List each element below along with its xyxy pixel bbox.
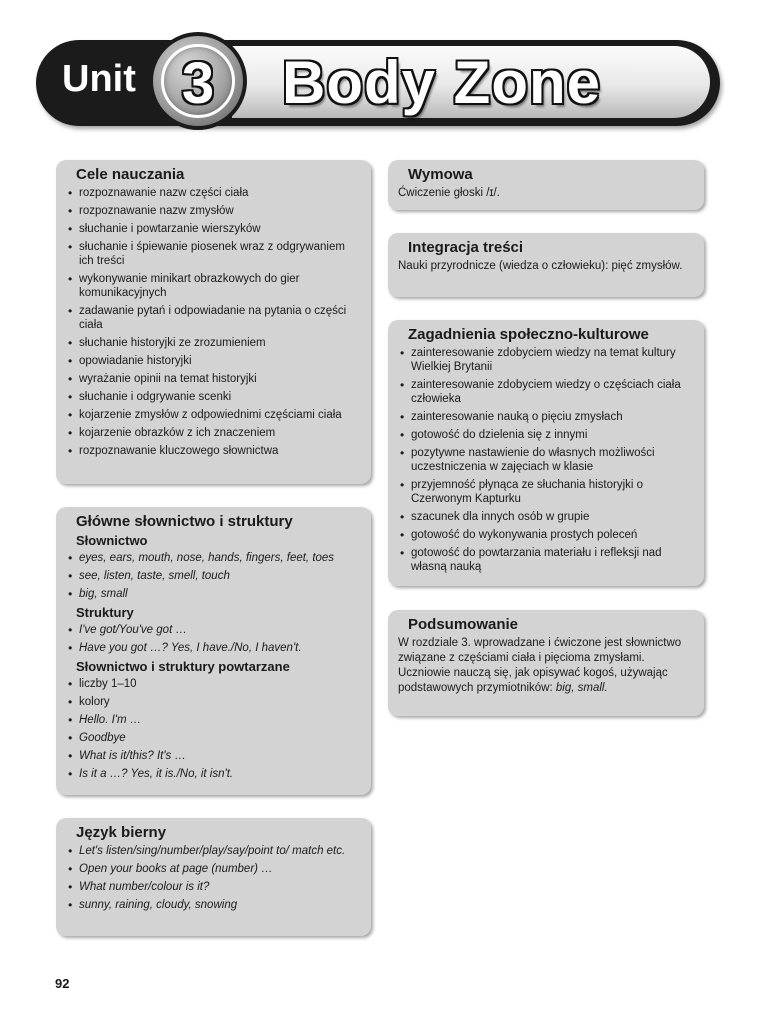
list-item: • zainteresowanie zdobyciem wiedzy na temat kultury Wielkiej Brytanii <box>398 346 694 374</box>
list-item: • Is it a …? Yes, it is./No, it isn't. <box>66 767 361 781</box>
list-item: • liczby 1–10 <box>66 677 361 691</box>
list-item: • see, listen, taste, smell, touch <box>66 569 361 583</box>
list-item: • wykonywanie minikart obrazkowych do gier komunikacyjnych <box>66 272 361 300</box>
list-item: • słuchanie i powtarzanie wierszyków <box>66 222 361 236</box>
list-item: • pozytywne nastawienie do własnych możliwości uczestniczenia w zajęciach w klasie <box>398 446 694 474</box>
list-item: • What number/colour is it? <box>66 880 361 894</box>
list-item: • zainteresowanie zdobyciem wiedzy o częściach ciała człowieka <box>398 378 694 406</box>
list-item: • Let's listen/sing/number/play/say/point to/ match etc. <box>66 844 361 858</box>
list-item: • rozpoznawanie nazw zmysłów <box>66 204 361 218</box>
list-item: • kolory <box>66 695 361 709</box>
list-item: • big, small <box>66 587 361 601</box>
list-item: • rozpoznawanie nazw części ciała <box>66 186 361 200</box>
card-title: Język bierny <box>76 824 167 841</box>
list-item: • kojarzenie obrazków z ich znaczeniem <box>66 426 361 440</box>
list-item: • Open your books at page (number) … <box>66 862 361 876</box>
unit-banner <box>36 38 724 130</box>
list-item: • słuchanie historyjki ze zrozumieniem <box>66 336 361 350</box>
card-zagadnienia <box>388 320 704 586</box>
subsection-title: Struktury <box>76 605 134 620</box>
list-item: • opowiadanie historyjki <box>66 354 361 368</box>
list-item: • słuchanie i śpiewanie piosenek wraz z odgrywaniem ich treści <box>66 240 361 268</box>
card-title: Główne słownictwo i struktury <box>76 513 293 530</box>
card-glowne-slownictwo <box>56 507 371 795</box>
bullet-list <box>398 346 694 574</box>
card-podsumowanie <box>388 610 704 716</box>
list-item: • przyjemność płynąca ze słuchania historyjki o Czerwonym Kapturku <box>398 478 694 506</box>
subsection-title: Słownictwo i struktury powtarzane <box>76 659 290 674</box>
list-item: • wyrażanie opinii na temat historyjki <box>66 372 361 386</box>
bullet-list <box>66 186 361 458</box>
card-text: Nauki przyrodnicze (wiedza o człowieku): pięć zmysłów. <box>398 260 683 272</box>
list-item: • gotowość do powtarzania materiału i refleksji nad własną nauką <box>398 546 694 574</box>
subsection-title: Słownictwo <box>76 533 148 548</box>
list-item: • zadawanie pytań i odpowiadanie na pytania o części ciała <box>66 304 361 332</box>
list-item: • gotowość do dzielenia się z innymi <box>398 428 694 442</box>
bullet-list <box>66 623 361 655</box>
card-title: Zagadnienia społeczno-kulturowe <box>408 326 649 343</box>
list-item: • gotowość do wykonywania prostych poleceń <box>398 528 694 542</box>
card-wymowa <box>388 160 704 210</box>
card-jezyk-bierny <box>56 818 371 936</box>
summary-text: W rozdziale 3. wprowadzane i ćwiczone jest słownictwo związane z częściami ciała i pięcioma zmysłami. Uczniowie nauczą się, jak opisywać kogoś, używając podstawowych przymiotników: <box>398 637 682 694</box>
list-item: • eyes, ears, mouth, nose, hands, fingers, feet, toes <box>66 551 361 565</box>
card-text <box>398 636 694 696</box>
list-item: • Hello. I'm … <box>66 713 361 727</box>
card-integracja-tresci <box>388 233 704 297</box>
card-title: Cele nauczania <box>76 166 185 183</box>
unit-title: Body Zone <box>282 49 601 116</box>
list-item: • szacunek dla innych osób w grupie <box>398 510 694 524</box>
card-title: Integracja treści <box>408 239 524 256</box>
unit-label: Unit <box>62 58 136 100</box>
card-title: Wymowa <box>408 166 473 183</box>
list-item: • Goodbye <box>66 731 361 745</box>
list-item: • What is it/this? It's … <box>66 749 361 763</box>
list-item: • sunny, raining, cloudy, snowing <box>66 898 361 912</box>
bullet-list <box>66 844 361 912</box>
unit-number-badge <box>149 32 247 130</box>
bullet-list <box>66 551 361 601</box>
bullet-list <box>66 677 361 781</box>
unit-number: 3 <box>181 51 215 116</box>
summary-text-italic: big, small. <box>555 682 608 694</box>
list-item: • I've got/You've got … <box>66 623 361 637</box>
page-number: 92 <box>55 976 70 991</box>
card-text: Ćwiczenie głoski /ɪ/. <box>398 187 500 199</box>
list-item: • rozpoznawanie kluczowego słownictwa <box>66 444 361 458</box>
card-title: Podsumowanie <box>408 616 519 633</box>
list-item: • Have you got …? Yes, I have./No, I haven't. <box>66 641 361 655</box>
list-item: • słuchanie i odgrywanie scenki <box>66 390 361 404</box>
list-item: • kojarzenie zmysłów z odpowiednimi częściami ciała <box>66 408 361 422</box>
card-cele-nauczania <box>56 160 371 484</box>
list-item: • zainteresowanie nauką o pięciu zmysłach <box>398 410 694 424</box>
